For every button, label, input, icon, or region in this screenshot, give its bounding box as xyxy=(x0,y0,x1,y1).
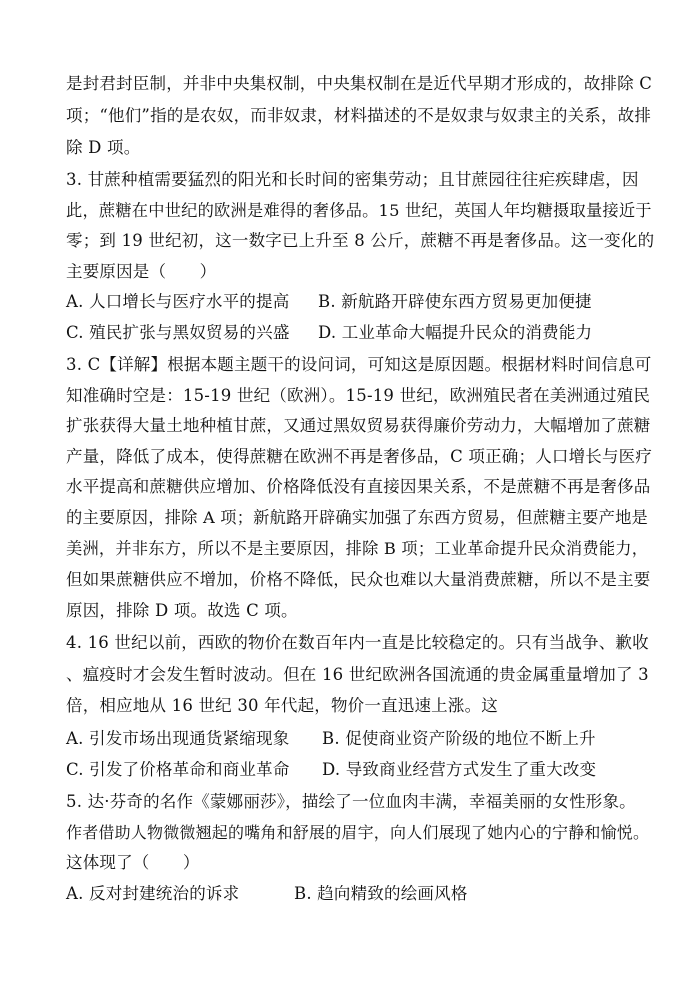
text-line: 倍，相应地从 16 世纪 30 年代起，物价一直迅速上涨。这 xyxy=(66,696,498,715)
text-line: 、瘟疫时才会发生暂时波动。但在 16 世纪欧洲各国流通的贵金属重量增加了 3 xyxy=(66,665,649,684)
text-line: 此，蔗糖在中世纪的欧洲是难得的奢侈品。15 世纪，英国人年均糖摄取量接近于 xyxy=(66,201,652,220)
text-line: 原因，排除 D 项。故选 C 项。 xyxy=(66,601,298,620)
text-line: 这体现了（ ） xyxy=(66,853,200,872)
question-3-option-b: B. 新航路开辟使东西方贸易更加便捷 xyxy=(318,292,592,311)
text-line: 是封君封臣制，并非中央集权制，中央集权制在是近代早期才形成的，故排除 C xyxy=(66,74,653,93)
text-line: 的主要原因，排除 A 项；新航路开辟确实加强了东西方贸易，但蔗糖主要产地是 xyxy=(66,508,648,527)
question-4-stem: 4. 16 世纪以前，西欧的物价在数百年内一直是比较稳定的。只有当战争、歉收 xyxy=(66,633,649,652)
text-line: 主要原因是（ ） xyxy=(66,262,217,281)
question-4-option-c: C. 引发了价格革命和商业革命 xyxy=(66,760,290,779)
text-line: 项；“他们”指的是农奴，而非奴隶，材料描述的不是奴隶与奴隶主的关系，故排 xyxy=(66,106,652,125)
question-5-option-a: A. 反对封建统治的诉求 xyxy=(66,884,240,903)
text-line: 但如果蔗糖供应不增加，价格不降低，民众也难以大量消费蔗糖，所以不是主要 xyxy=(66,570,651,589)
question-5-option-b: B. 趋向精致的绘画风格 xyxy=(294,884,468,903)
question-3-stem: 3. 甘蔗种植需要猛烈的阳光和长时间的密集劳动；且甘蔗园往往疟疾肆虐，因 xyxy=(66,170,639,189)
question-5-stem: 5. 达·芬奇的名作《蒙娜丽莎》，描绘了一位血肉丰满，幸福美丽的女性形象。 xyxy=(66,792,636,811)
question-3-option-d: D. 工业革命大幅提升民众的消费能力 xyxy=(318,323,593,342)
text-line: 除 D 项。 xyxy=(66,138,141,157)
question-4-option-d: D. 导致商业经营方式发生了重大改变 xyxy=(322,760,597,779)
text-line: 美洲，并非东方，所以不是主要原因，排除 B 项；工业革命提升民众消费能力， xyxy=(66,539,649,558)
question-3-option-a: A. 人口增长与医疗水平的提高 xyxy=(66,292,290,311)
text-line: 作者借助人物微微翘起的嘴角和舒展的眉宇，向人们展现了她内心的宁静和愉悦。 xyxy=(66,823,650,842)
text-line: 扩张获得大量土地种植甘蔗，又通过黑奴贸易获得廉价劳动力，大幅增加了蔗糖 xyxy=(66,416,651,435)
question-4-option-a: A. 引发市场出现通货紧缩现象 xyxy=(66,729,290,748)
question-4-option-b: B. 促使商业资产阶级的地位不断上升 xyxy=(322,729,596,748)
answer-3-explanation: 3. C【详解】根据本题主题干的设问词，可知这是原因题。根据材料时间信息可 xyxy=(66,355,652,374)
text-line: 水平提高和蔗糖供应增加、价格降低没有直接因果关系，不是蔗糖不再是奢侈品 xyxy=(66,477,651,496)
question-3-option-c: C. 殖民扩张与黑奴贸易的兴盛 xyxy=(66,323,290,342)
text-line: 产量，降低了成本，使得蔗糖在欧洲不再是奢侈品，C 项正确；人口增长与医疗 xyxy=(66,447,653,466)
text-line: 知准确时空是：15-19 世纪（欧洲）。15-19 世纪，欧洲殖民者在美洲通过殖民 xyxy=(66,386,651,405)
text-line: 零；到 19 世纪初，这一数字已上升至 8 公斤，蔗糖不再是奢侈品。这一变化的 xyxy=(66,231,655,250)
